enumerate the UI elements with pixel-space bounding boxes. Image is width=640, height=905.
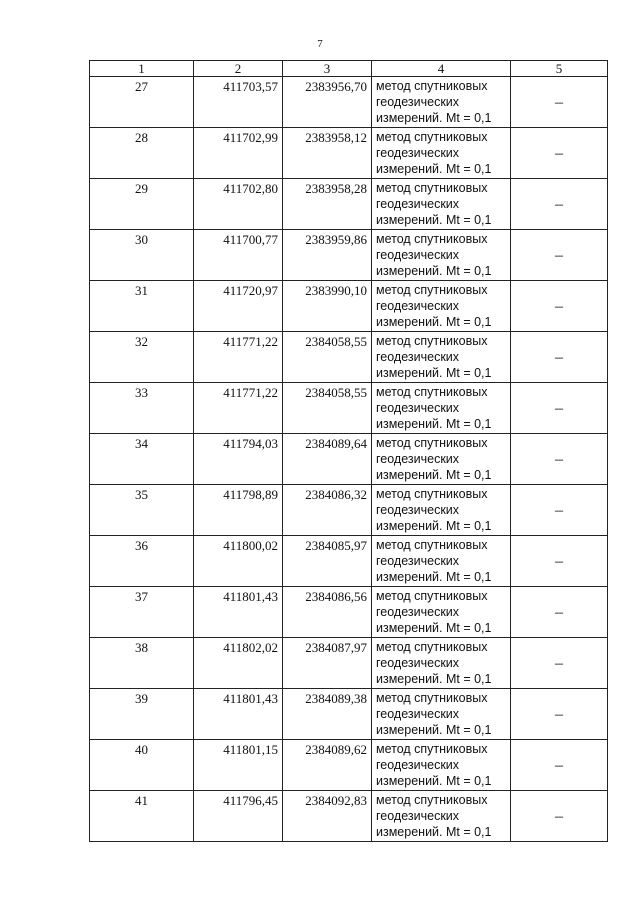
method-line: геодезических — [376, 95, 460, 109]
coordinate-x-cell: 411700,77 — [194, 230, 283, 281]
table-row — [90, 434, 608, 485]
note-cell: – — [511, 332, 608, 383]
header-row — [90, 61, 608, 77]
coordinate-y-cell: 2384086,32 — [283, 485, 372, 536]
method-line: измерений. Mt = 0,1 — [376, 213, 492, 227]
method-line: метод спутниковых — [376, 334, 488, 348]
method-cell — [372, 689, 511, 740]
coordinate-y-cell: 2384058,55 — [283, 332, 372, 383]
method-line: метод спутниковых — [376, 385, 488, 399]
table-row — [90, 587, 608, 638]
point-number-cell: 38 — [90, 638, 194, 689]
method-line: измерений. Mt = 0,1 — [376, 723, 492, 737]
point-number-cell: 31 — [90, 281, 194, 332]
coordinate-x-cell: 411702,80 — [194, 179, 283, 230]
table-row — [90, 383, 608, 434]
note-cell: – — [511, 740, 608, 791]
method-line: метод спутниковых — [376, 538, 488, 552]
note-cell: – — [511, 791, 608, 842]
table-row — [90, 689, 608, 740]
point-number-cell: 37 — [90, 587, 194, 638]
page-number: 7 — [317, 38, 323, 50]
method-cell — [372, 281, 511, 332]
method-cell — [372, 740, 511, 791]
method-cell — [372, 230, 511, 281]
coordinate-x-cell: 411801,15 — [194, 740, 283, 791]
point-number-cell: 34 — [90, 434, 194, 485]
method-line: метод спутниковых — [376, 640, 488, 654]
method-line: геодезических — [376, 809, 460, 823]
coordinate-y-cell: 2383990,10 — [283, 281, 372, 332]
method-line: метод спутниковых — [376, 742, 488, 756]
method-line: геодезических — [376, 248, 460, 262]
table-row — [90, 230, 608, 281]
method-line: метод спутниковых — [376, 793, 488, 807]
method-line: измерений. Mt = 0,1 — [376, 519, 492, 533]
table-row — [90, 332, 608, 383]
method-line: геодезических — [376, 554, 460, 568]
method-line: геодезических — [376, 656, 460, 670]
table-row — [90, 77, 608, 128]
coordinate-y-cell: 2384086,56 — [283, 587, 372, 638]
method-line: геодезических — [376, 452, 460, 466]
coordinate-x-cell: 411794,03 — [194, 434, 283, 485]
method-line: измерений. Mt = 0,1 — [376, 162, 492, 176]
table-header — [90, 61, 608, 77]
coordinate-x-cell: 411771,22 — [194, 383, 283, 434]
coordinate-x-cell: 411796,45 — [194, 791, 283, 842]
method-line: измерений. Mt = 0,1 — [376, 825, 492, 839]
method-cell — [372, 638, 511, 689]
method-line: геодезических — [376, 707, 460, 721]
table-row — [90, 485, 608, 536]
method-cell — [372, 434, 511, 485]
coordinate-x-cell: 411801,43 — [194, 587, 283, 638]
method-line: измерений. Mt = 0,1 — [376, 366, 492, 380]
table-row — [90, 740, 608, 791]
coordinate-y-cell: 2383958,28 — [283, 179, 372, 230]
table-row — [90, 638, 608, 689]
method-line: метод спутниковых — [376, 130, 488, 144]
header-col-4: 4 — [372, 61, 511, 77]
method-line: геодезических — [376, 401, 460, 415]
header-col-2: 2 — [194, 61, 283, 77]
method-cell — [372, 536, 511, 587]
method-cell — [372, 587, 511, 638]
method-line: метод спутниковых — [376, 283, 488, 297]
method-line: метод спутниковых — [376, 691, 488, 705]
point-number-cell: 28 — [90, 128, 194, 179]
note-cell: – — [511, 383, 608, 434]
note-cell: – — [511, 179, 608, 230]
table-row — [90, 128, 608, 179]
point-number-cell: 29 — [90, 179, 194, 230]
note-cell: – — [511, 128, 608, 179]
method-line: метод спутниковых — [376, 181, 488, 195]
point-number-cell: 30 — [90, 230, 194, 281]
method-line: измерений. Mt = 0,1 — [376, 264, 492, 278]
note-cell: – — [511, 77, 608, 128]
table-row — [90, 536, 608, 587]
point-number-cell: 35 — [90, 485, 194, 536]
coordinate-x-cell: 411702,99 — [194, 128, 283, 179]
point-number-cell: 41 — [90, 791, 194, 842]
method-cell — [372, 128, 511, 179]
method-line: геодезических — [376, 146, 460, 160]
method-cell — [372, 179, 511, 230]
method-line: метод спутниковых — [376, 487, 488, 501]
point-number-cell: 36 — [90, 536, 194, 587]
table-row — [90, 179, 608, 230]
method-line: измерений. Mt = 0,1 — [376, 111, 492, 125]
method-line: геодезических — [376, 605, 460, 619]
note-cell: – — [511, 689, 608, 740]
coordinate-y-cell: 2383958,12 — [283, 128, 372, 179]
note-cell: – — [511, 230, 608, 281]
coordinate-y-cell: 2383956,70 — [283, 77, 372, 128]
method-line: измерений. Mt = 0,1 — [376, 417, 492, 431]
coordinate-x-cell: 411801,43 — [194, 689, 283, 740]
header-col-3: 3 — [283, 61, 372, 77]
coordinate-y-cell: 2384089,38 — [283, 689, 372, 740]
coordinate-y-cell: 2384087,97 — [283, 638, 372, 689]
coordinate-y-cell: 2384089,64 — [283, 434, 372, 485]
method-line: метод спутниковых — [376, 589, 488, 603]
coordinate-y-cell: 2384058,55 — [283, 383, 372, 434]
note-cell: – — [511, 485, 608, 536]
method-line: метод спутниковых — [376, 436, 488, 450]
coordinate-y-cell: 2384089,62 — [283, 740, 372, 791]
method-line: измерений. Mt = 0,1 — [376, 570, 492, 584]
coordinate-x-cell: 411771,22 — [194, 332, 283, 383]
header-col-5: 5 — [511, 61, 608, 77]
method-line: измерений. Mt = 0,1 — [376, 315, 492, 329]
note-cell: – — [511, 638, 608, 689]
note-cell: – — [511, 281, 608, 332]
table-row — [90, 281, 608, 332]
method-cell — [372, 485, 511, 536]
point-number-cell: 39 — [90, 689, 194, 740]
note-cell: – — [511, 536, 608, 587]
note-cell: – — [511, 434, 608, 485]
method-line: измерений. Mt = 0,1 — [376, 621, 492, 635]
method-line: измерений. Mt = 0,1 — [376, 468, 492, 482]
table-body — [90, 77, 608, 842]
point-number-cell: 33 — [90, 383, 194, 434]
coordinate-x-cell: 411703,57 — [194, 77, 283, 128]
header-col-1: 1 — [90, 61, 194, 77]
method-cell — [372, 791, 511, 842]
method-cell — [372, 77, 511, 128]
note-cell: – — [511, 587, 608, 638]
method-line: геодезических — [376, 758, 460, 772]
coordinate-y-cell: 2383959,86 — [283, 230, 372, 281]
method-line: геодезических — [376, 350, 460, 364]
method-line: геодезических — [376, 197, 460, 211]
coordinate-x-cell: 411720,97 — [194, 281, 283, 332]
coordinates-table — [89, 60, 608, 842]
coordinate-x-cell: 411802,02 — [194, 638, 283, 689]
method-line: геодезических — [376, 299, 460, 313]
method-line: метод спутниковых — [376, 79, 488, 93]
point-number-cell: 27 — [90, 77, 194, 128]
method-line: геодезических — [376, 503, 460, 517]
coordinate-x-cell: 411798,89 — [194, 485, 283, 536]
table-row — [90, 791, 608, 842]
method-line: измерений. Mt = 0,1 — [376, 672, 492, 686]
point-number-cell: 40 — [90, 740, 194, 791]
method-line: измерений. Mt = 0,1 — [376, 774, 492, 788]
coordinate-x-cell: 411800,02 — [194, 536, 283, 587]
coordinate-y-cell: 2384092,83 — [283, 791, 372, 842]
method-line: метод спутниковых — [376, 232, 488, 246]
coordinate-y-cell: 2384085,97 — [283, 536, 372, 587]
method-cell — [372, 383, 511, 434]
point-number-cell: 32 — [90, 332, 194, 383]
method-cell — [372, 332, 511, 383]
